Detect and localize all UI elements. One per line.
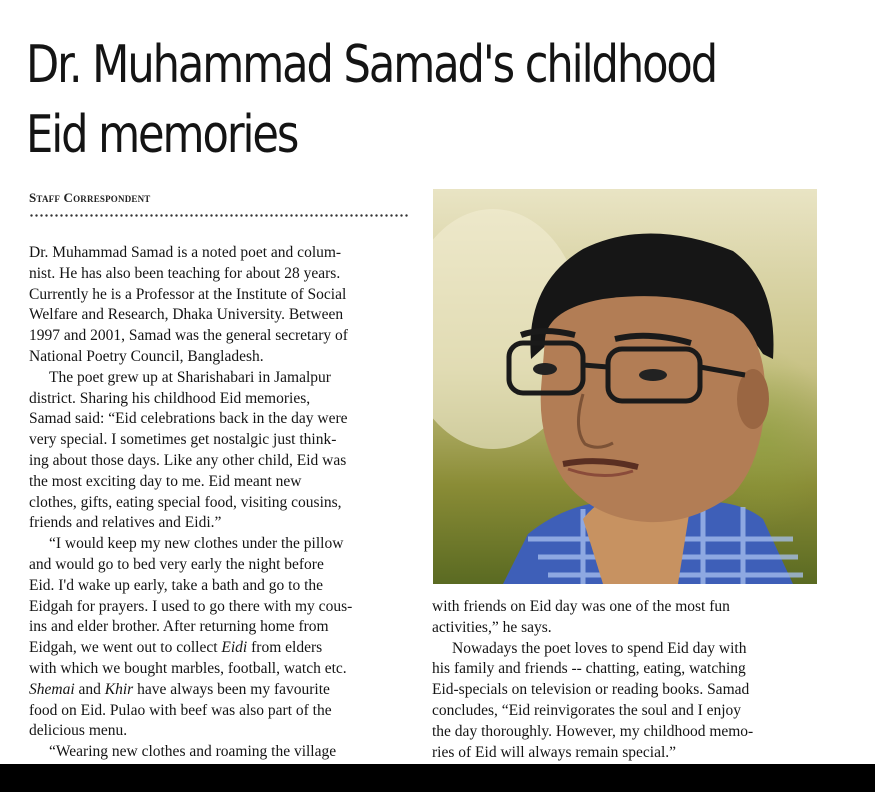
text-line: Eid-specials on television or reading books. Samad bbox=[432, 681, 750, 699]
text-line: very special. I sometimes get nostalgic just think- bbox=[29, 431, 337, 449]
paragraph bbox=[29, 368, 409, 534]
text-line: and would go to bed very early the night before bbox=[29, 555, 324, 573]
portrait-photo bbox=[433, 189, 817, 584]
text-line: Eidgah for prayers. I used to go there with my cous- bbox=[29, 597, 353, 615]
italic-term: Shemai bbox=[29, 680, 75, 698]
text-line bbox=[29, 680, 409, 701]
headline-line: Dr. Muhammad Samad's childhood bbox=[26, 35, 717, 95]
text-line: The poet grew up at Sharishabari in Jamalpur bbox=[49, 368, 331, 386]
text-run: Eidgah, we went out to collect bbox=[29, 639, 222, 657]
text-line: ins and elder brother. After returning home from bbox=[29, 618, 329, 636]
article-column-left bbox=[29, 243, 409, 763]
text-run: and bbox=[74, 680, 105, 698]
italic-term: Khir bbox=[104, 680, 134, 698]
text-line: his family and friends -- chatting, eating, watching bbox=[432, 660, 746, 678]
text-line bbox=[29, 638, 409, 659]
text-line: Welfare and Research, Dhaka University. Between bbox=[29, 306, 344, 324]
byline-divider bbox=[29, 213, 409, 218]
text-line: activities,” he says. bbox=[432, 618, 552, 636]
text-line: Nowadays the poet loves to spend Eid day with bbox=[452, 639, 747, 657]
text-line: Dr. Muhammad Samad is a noted poet and colum- bbox=[29, 244, 342, 261]
text-line: with friends on Eid day was one of the most fun bbox=[432, 598, 730, 615]
article-column-right bbox=[432, 597, 820, 763]
bottom-border-bar bbox=[0, 764, 875, 792]
paragraph bbox=[29, 534, 409, 742]
text-line: 1997 and 2001, Samad was the general secretary of bbox=[29, 327, 348, 345]
text-line: concludes, “Eid reinvigorates the soul and I enjoy bbox=[432, 701, 742, 719]
text-line: Currently he is a Professor at the Institute of Social bbox=[29, 285, 347, 303]
paragraph bbox=[432, 597, 820, 639]
text-line: friends and relatives and Eidi.” bbox=[29, 514, 222, 532]
text-run: from elders bbox=[247, 639, 323, 657]
text-line: with which we bought marbles, football, watch etc. bbox=[29, 659, 347, 677]
text-line: Samad said: “Eid celebrations back in the day were bbox=[29, 410, 348, 428]
paragraph bbox=[29, 742, 409, 763]
italic-term: Eidi bbox=[221, 639, 248, 657]
text-line: nist. He has also been teaching for about 28 years. bbox=[29, 264, 341, 282]
text-line: ries of Eid will always remain special.” bbox=[432, 743, 677, 761]
text-line: “I would keep my new clothes under the pillow bbox=[49, 535, 344, 553]
text-line: delicious menu. bbox=[29, 722, 128, 740]
headline-line: Eid memories bbox=[26, 105, 298, 165]
article-headline bbox=[26, 30, 715, 170]
paragraph bbox=[29, 243, 409, 368]
text-line: the most exciting day to me. Eid meant new bbox=[29, 472, 302, 490]
text-line: “Wearing new clothes and roaming the village bbox=[49, 743, 337, 761]
byline: Staff Correspondent bbox=[29, 190, 151, 205]
text-line: district. Sharing his childhood Eid memories, bbox=[29, 389, 311, 407]
text-line: National Poetry Council, Bangladesh. bbox=[29, 347, 264, 365]
text-line: food on Eid. Pulao with beef was also part of the bbox=[29, 701, 332, 719]
text-run: have always been my favourite bbox=[133, 680, 330, 698]
text-line: clothes, gifts, eating special food, visiting cousins, bbox=[29, 493, 342, 511]
text-line: Eid. I'd wake up early, take a bath and go to the bbox=[29, 576, 324, 594]
text-line: ing about those days. Like any other child, Eid was bbox=[29, 451, 347, 469]
text-line: the day thoroughly. However, my childhood memo- bbox=[432, 722, 754, 740]
portrait-illustration bbox=[433, 189, 817, 584]
paragraph bbox=[432, 639, 820, 764]
